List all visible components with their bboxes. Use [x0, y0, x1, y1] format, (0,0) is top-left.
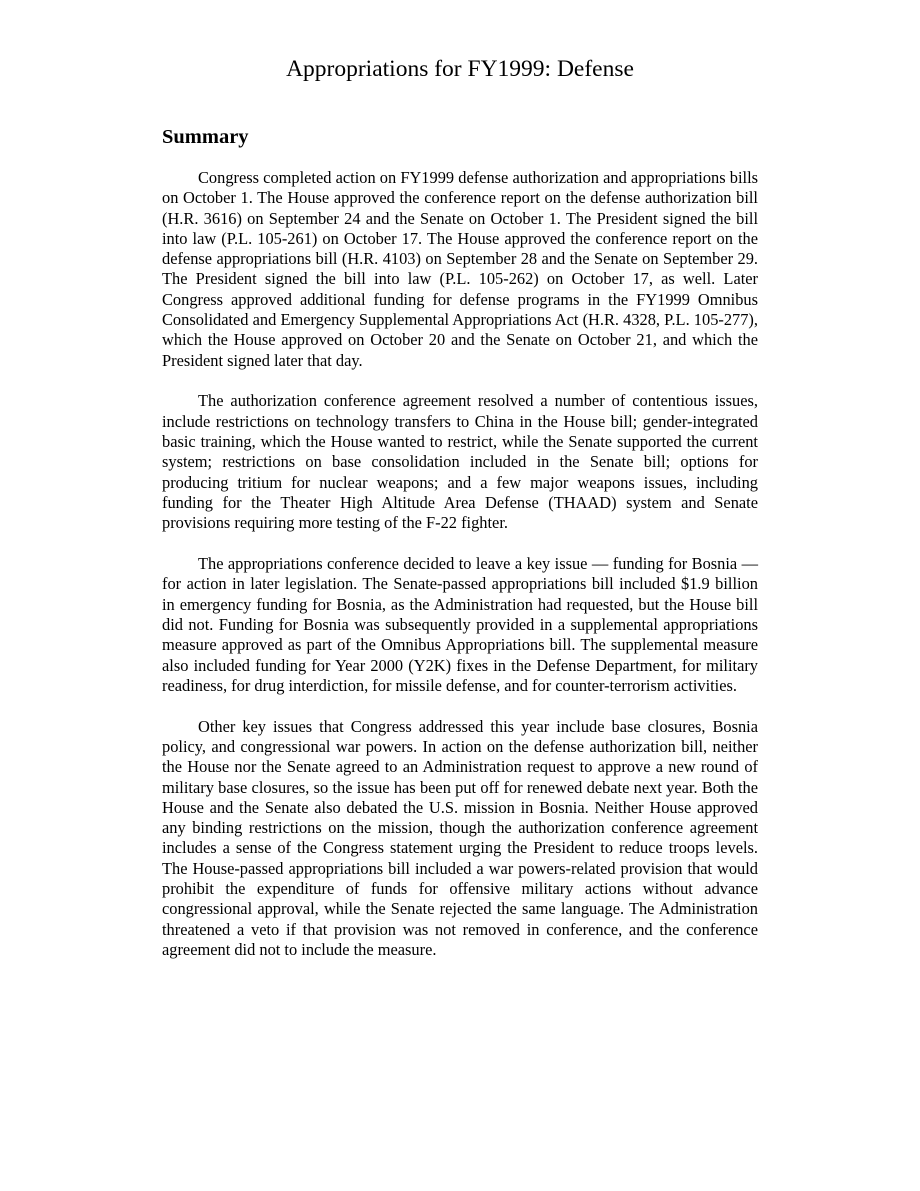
document-title: Appropriations for FY1999: Defense [286, 56, 634, 82]
summary-paragraph-1: Congress completed action on FY1999 defense authorization and appropriations bills on October 1. The House approved the conference report on the defense authorization bill (H.R. 3616) on September 24 and the Senate on October 1. The President signed the bill into law (P.L. 105-261) on October 17. The House approved the conference report on the defense appropriations bill (H.R. 4103) on September 28 and the Senate on September 29. The President signed the bill into law (P.L. 105-262) on October 17, as well. Later Congress approved additional funding for defense programs in the FY1999 Omnibus Consolidated and Emergency Supplemental Appropriations Act (H.R. 4328, P.L. 105-277), which the House approved on October 20 and the Senate on October 21, and which the President signed later that day. [162, 168, 758, 370]
summary-paragraph-4: Other key issues that Congress addressed this year include base closures, Bosnia policy, and congressional war powers. In action on the defense authorization bill, neither the House nor the Senate agreed to an Administration request to approve a new round of military base closures, so the issue has been put off for renewed debate next year. Both the House and the Senate also debated the U.S. mission in Bosnia. Neither House approved any binding restrictions on the mission, though the authorization conference agreement includes a sense of the Congress statement urging the President to reduce troops levels. The House-passed appropriations bill included a war powers-related provision that would prohibit the expenditure of funds for offensive military actions without advance congressional approval, while the Senate rejected the same language. The Administration threatened a veto if that provision was not removed in conference, and the conference agreement did not to include the measure. [162, 716, 758, 959]
summary-body [162, 168, 758, 981]
summary-paragraph-2: The authorization conference agreement resolved a number of contentious issues, include restrictions on technology transfers to China in the House bill; gender-integrated basic training, which the House wanted to restrict, while the Senate supported the current system; restrictions on base consolidation included in the Senate bill; options for producing tritium for nuclear weapons; and a few major weapons issues, including funding for the Theater High Altitude Area Defense (THAAD) system and Senate provisions requiring more testing of the F-22 fighter. [162, 391, 758, 533]
section-heading-summary: Summary [162, 126, 249, 148]
summary-paragraph-3: The appropriations conference decided to leave a key issue — funding for Bosnia — for action in later legislation. The Senate-passed appropriations bill included $1.9 billion in emergency funding for Bosnia, as the Administration had requested, but the House bill did not. Funding for Bosnia was subsequently provided in a supplemental appropriations measure approved as part of the Omnibus Appropriations bill. The supplemental measure also included funding for Year 2000 (Y2K) fixes in the Defense Department, for military readiness, for drug interdiction, for missile defense, and for counter-terrorism activities. [162, 554, 758, 695]
